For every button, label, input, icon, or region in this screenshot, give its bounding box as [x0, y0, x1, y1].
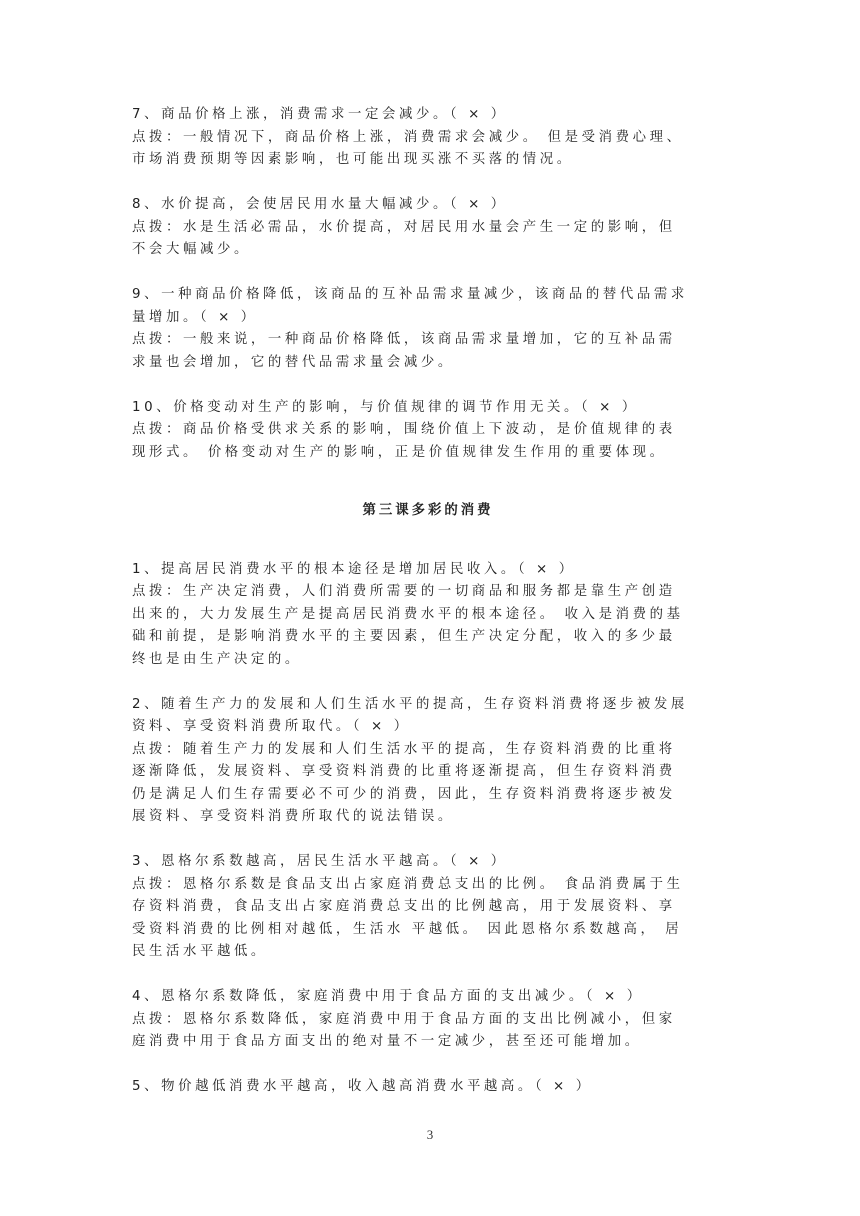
question-text: 3、恩格尔系数越高，居民生活水平越高。（ × ）: [132, 854, 508, 869]
question-text: 7、商品价格上涨，消费需求一定会减少。（ × ）: [132, 107, 508, 122]
explanation-line: 础和前提，是影响消费水平的主要因素，但生产决定分配，收入的多少最: [132, 629, 676, 644]
question-text: 量增加。（ × ）: [132, 309, 258, 325]
explanation-line: 点拨：商品价格受供求关系的影响，围绕价值上下波动，是价值规律的表: [132, 422, 676, 437]
explanation-line: 点拨：一般情况下，商品价格上涨，消费需求会减少。 但是受消费心理、: [132, 129, 684, 145]
lesson3-question-5: [132, 1076, 732, 1099]
question-text: 4、恩格尔系数降低，家庭消费中用于食品方面的支出减少。（ × ）: [132, 989, 644, 1004]
question-text: 9、一种商品价格降低，该商品的互补品需求量减少，该商品的替代品需求: [132, 287, 688, 302]
explanation-line: 受资料消费的比例相对越低，生活水 平越低。 因此恩格尔系数越高， 居: [132, 921, 683, 937]
section-title: 第三课多彩的消费: [362, 503, 494, 518]
explanation-line: 点拨：随着生产力的发展和人们生活水平的提高，生存资料消费的比重将: [132, 741, 676, 757]
explanation-line: 不会大幅减少。: [132, 242, 251, 257]
question-10: [132, 397, 732, 465]
question-text: 5、物价越低消费水平越高，收入越高消费水平越高。（ × ）: [132, 1079, 593, 1094]
lesson3-question-2: [132, 694, 732, 829]
question-8: [132, 194, 732, 262]
explanation-line: 现形式。 价格变动对生产的影响，正是价值规律发生作用的重要体现。: [132, 444, 667, 460]
explanation-line: 出来的，大力发展生产是提高居民消费水平的根本途径。 收入是消费的基: [132, 606, 684, 622]
document-body: [132, 104, 732, 1099]
explanation-line: 点拨：一般来说，一种商品价格降低，该商品需求量增加，它的互补品需: [132, 332, 676, 347]
question-text: 资料、享受资料消费所取代。（ × ）: [132, 719, 411, 734]
question-text: 10、价格变动对生产的影响，与价值规律的调节作用无关。（ × ）: [132, 399, 639, 415]
lesson3-question-4: [132, 986, 732, 1054]
explanation-line: 点拨：恩格尔系数降低，家庭消费中用于食品方面的支出比例减小，但家: [132, 1011, 676, 1027]
explanation-line: 仍是满足人们生存需要必不可少的消费，因此，生存资料消费将逐步被发: [132, 786, 676, 802]
question-text: 8、水价提高，会使居民用水量大幅减少。（ × ）: [132, 197, 508, 212]
question-text: 1、提高居民消费水平的根本途径是增加居民收入。（ × ）: [132, 561, 576, 577]
explanation-line: 展资料、享受资料消费所取代的说法错误。: [132, 809, 455, 824]
explanation-line: 点拨：水是生活必需品，水价提高，对居民用水量会产生一定的影响，但: [132, 219, 676, 235]
question-9: [132, 284, 732, 374]
explanation-line: 点拨：恩格尔系数是食品支出占家庭消费总支出的比例。 食品消费属于生: [132, 876, 684, 892]
explanation-line: 市场消费预期等因素影响，也可能出现买涨不买落的情况。: [132, 152, 574, 167]
question-7: [132, 104, 732, 172]
explanation-line: 民生活水平越低。: [132, 944, 268, 959]
lesson3-question-3: [132, 851, 732, 964]
explanation-line: 存资料消费，食品支出占家庭消费总支出的比例越高，用于发展资料、享: [132, 899, 676, 914]
explanation-line: 逐渐降低，发展资料、享受资料消费的比重将逐渐提高，但生存资料消费: [132, 764, 676, 779]
explanation-line: 庭消费中用于食品方面支出的绝对量不一定减少，甚至还可能增加。: [132, 1034, 642, 1049]
explanation-line: 终也是由生产决定的。: [132, 651, 302, 667]
page-number: 3: [426, 1127, 434, 1142]
lesson3-question-1: [132, 559, 732, 672]
explanation-line: 求量也会增加，它的替代品需求量会减少。: [132, 354, 455, 370]
explanation-line: 点拨：生产决定消费，人们消费所需要的一切商品和服务都是靠生产创造: [132, 584, 676, 599]
question-text: 2、随着生产力的发展和人们生活水平的提高，生存资料消费将逐步被发展: [132, 696, 688, 712]
